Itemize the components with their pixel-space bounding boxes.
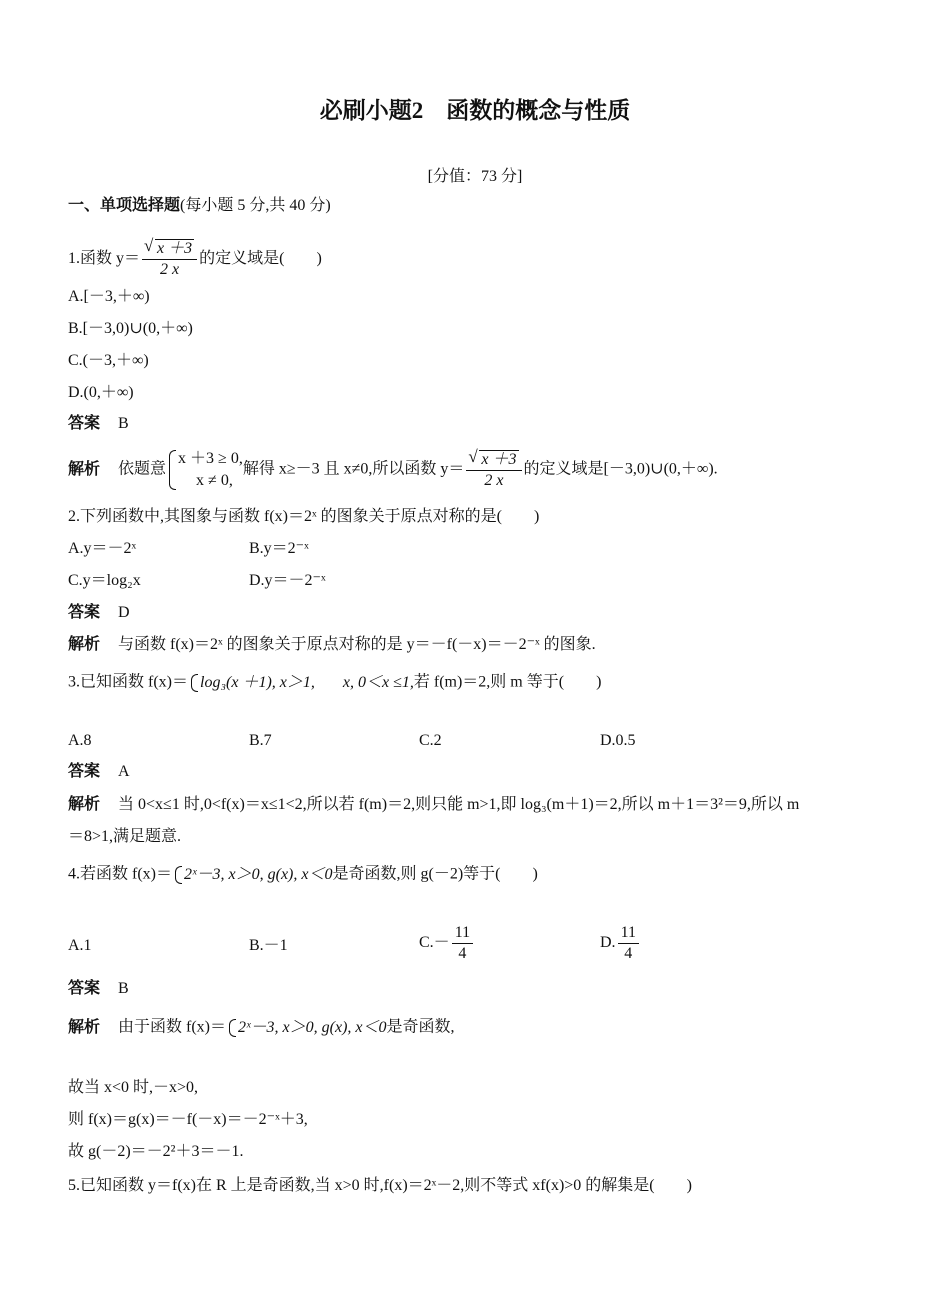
- q3-option-b: B.7: [249, 732, 272, 749]
- q1-system-brace: x ＋3 ≥ 0, x ≠ 0,: [168, 448, 243, 492]
- q4-option-a: A.1: [68, 937, 92, 954]
- q1-answer: 答案 B: [68, 415, 129, 432]
- q1-stem: 1.函数 y＝ √ $\frac{x +3}{2 x}$ 的定义域是( ): [68, 240, 322, 279]
- q4-stem: 4.若函数 f(x)＝ 2ˣ－3, x＞0, g(x), x＜0是奇函数,则 g(－2)等于( ): [68, 864, 538, 886]
- q4-step-1: 故当 x<0 时,－x>0,: [68, 1079, 199, 1096]
- q2-option-b: B.y＝2⁻ˣ: [249, 540, 309, 557]
- q2-stem: 2.下列函数中,其图象与函数 f(x)＝2ˣ 的图象关于原点对称的是( ): [68, 508, 540, 525]
- q4-answer: 答案 B: [68, 980, 129, 997]
- q2-option-c: C.y＝log₂x: [68, 572, 141, 589]
- q4-option-b: B.－1: [249, 937, 288, 954]
- q2-answer: 答案 D: [68, 604, 130, 621]
- q1-fraction: √ $\frac{x +3}{2 x}$: [142, 240, 197, 279]
- q2-analysis: 解析 与函数 f(x)＝2ˣ 的图象关于原点对称的是 y＝－f(－x)＝－2⁻ˣ 的图象.: [68, 636, 596, 653]
- q4-step-3: 故 g(－2)＝－2²＋3＝－1.: [68, 1143, 244, 1160]
- q1-option-d: D.(0,＋∞): [68, 384, 134, 401]
- q3-option-c: C.2: [419, 732, 442, 749]
- q3-stem: 3.已知函数 f(x)＝ log₃(x ＋1), x＞1, x, 0＜x ≤1,若 f(m)＝2,则 m 等于( ): [68, 672, 601, 694]
- q1-option-a: A.[－3,＋∞): [68, 288, 150, 305]
- q4-piecewise-brace: 2ˣ－3, x＞0, g(x), x＜0: [174, 864, 333, 886]
- q3-piecewise-brace: log₃(x ＋1), x＞1, x, 0＜x ≤1,: [190, 672, 414, 694]
- page-title: 必刷小题2 函数的概念与性质: [319, 98, 631, 123]
- q1-analysis: 解析 依题意 x ＋3 ≥ 0, x ≠ 0, 解得 x≥－3 且 x≠0,所以函数 y＝ √ $\frac{x +3}{2 x}$ 的定义域是[－3,0)∪(0,＋∞).: [68, 448, 718, 492]
- score-info: [分值：73 分]: [427, 168, 523, 185]
- q1-option-b: B.[－3,0)∪(0,＋∞): [68, 320, 193, 337]
- q3-analysis: 解析 当 0<x≤1 时,0<f(x)＝x≤1<2,所以若 f(m)＝2,则只能 m>1,即 log₃(m＋1)＝2,所以 m＋1＝3²＝9,所以 m: [68, 796, 800, 813]
- q4-step-2: 则 f(x)＝g(x)＝－f(－x)＝－2⁻ˣ＋3,: [68, 1111, 308, 1128]
- q4-option-c: C.－ $\frac{11}{4}$: [419, 924, 475, 963]
- q2-option-a: A.y＝－2ˣ: [68, 540, 137, 557]
- q3-option-a: A.8: [68, 732, 92, 749]
- q2-option-d: D.y＝－2⁻ˣ: [249, 572, 326, 589]
- q5-stem: 5.已知函数 y＝f(x)在 R 上是奇函数,当 x>0 时,f(x)＝2ˣ－2,则不等式 xf(x)>0 的解集是( ): [68, 1177, 692, 1194]
- q1-option-c: C.(－3,＋∞): [68, 352, 149, 369]
- section-heading: 一、单项选择题(每小题 5 分,共 40 分): [68, 197, 331, 214]
- q4-option-d: D. $\frac{11}{4}$: [600, 924, 641, 963]
- q3-analysis-cont: ＝8>1,满足题意.: [68, 828, 182, 845]
- q3-answer: 答案 A: [68, 763, 130, 780]
- q3-option-d: D.0.5: [600, 732, 636, 749]
- q4-analysis: 解析 由于函数 f(x)＝ 2ˣ－3, x＞0, g(x), x＜0是奇函数,: [68, 1017, 455, 1039]
